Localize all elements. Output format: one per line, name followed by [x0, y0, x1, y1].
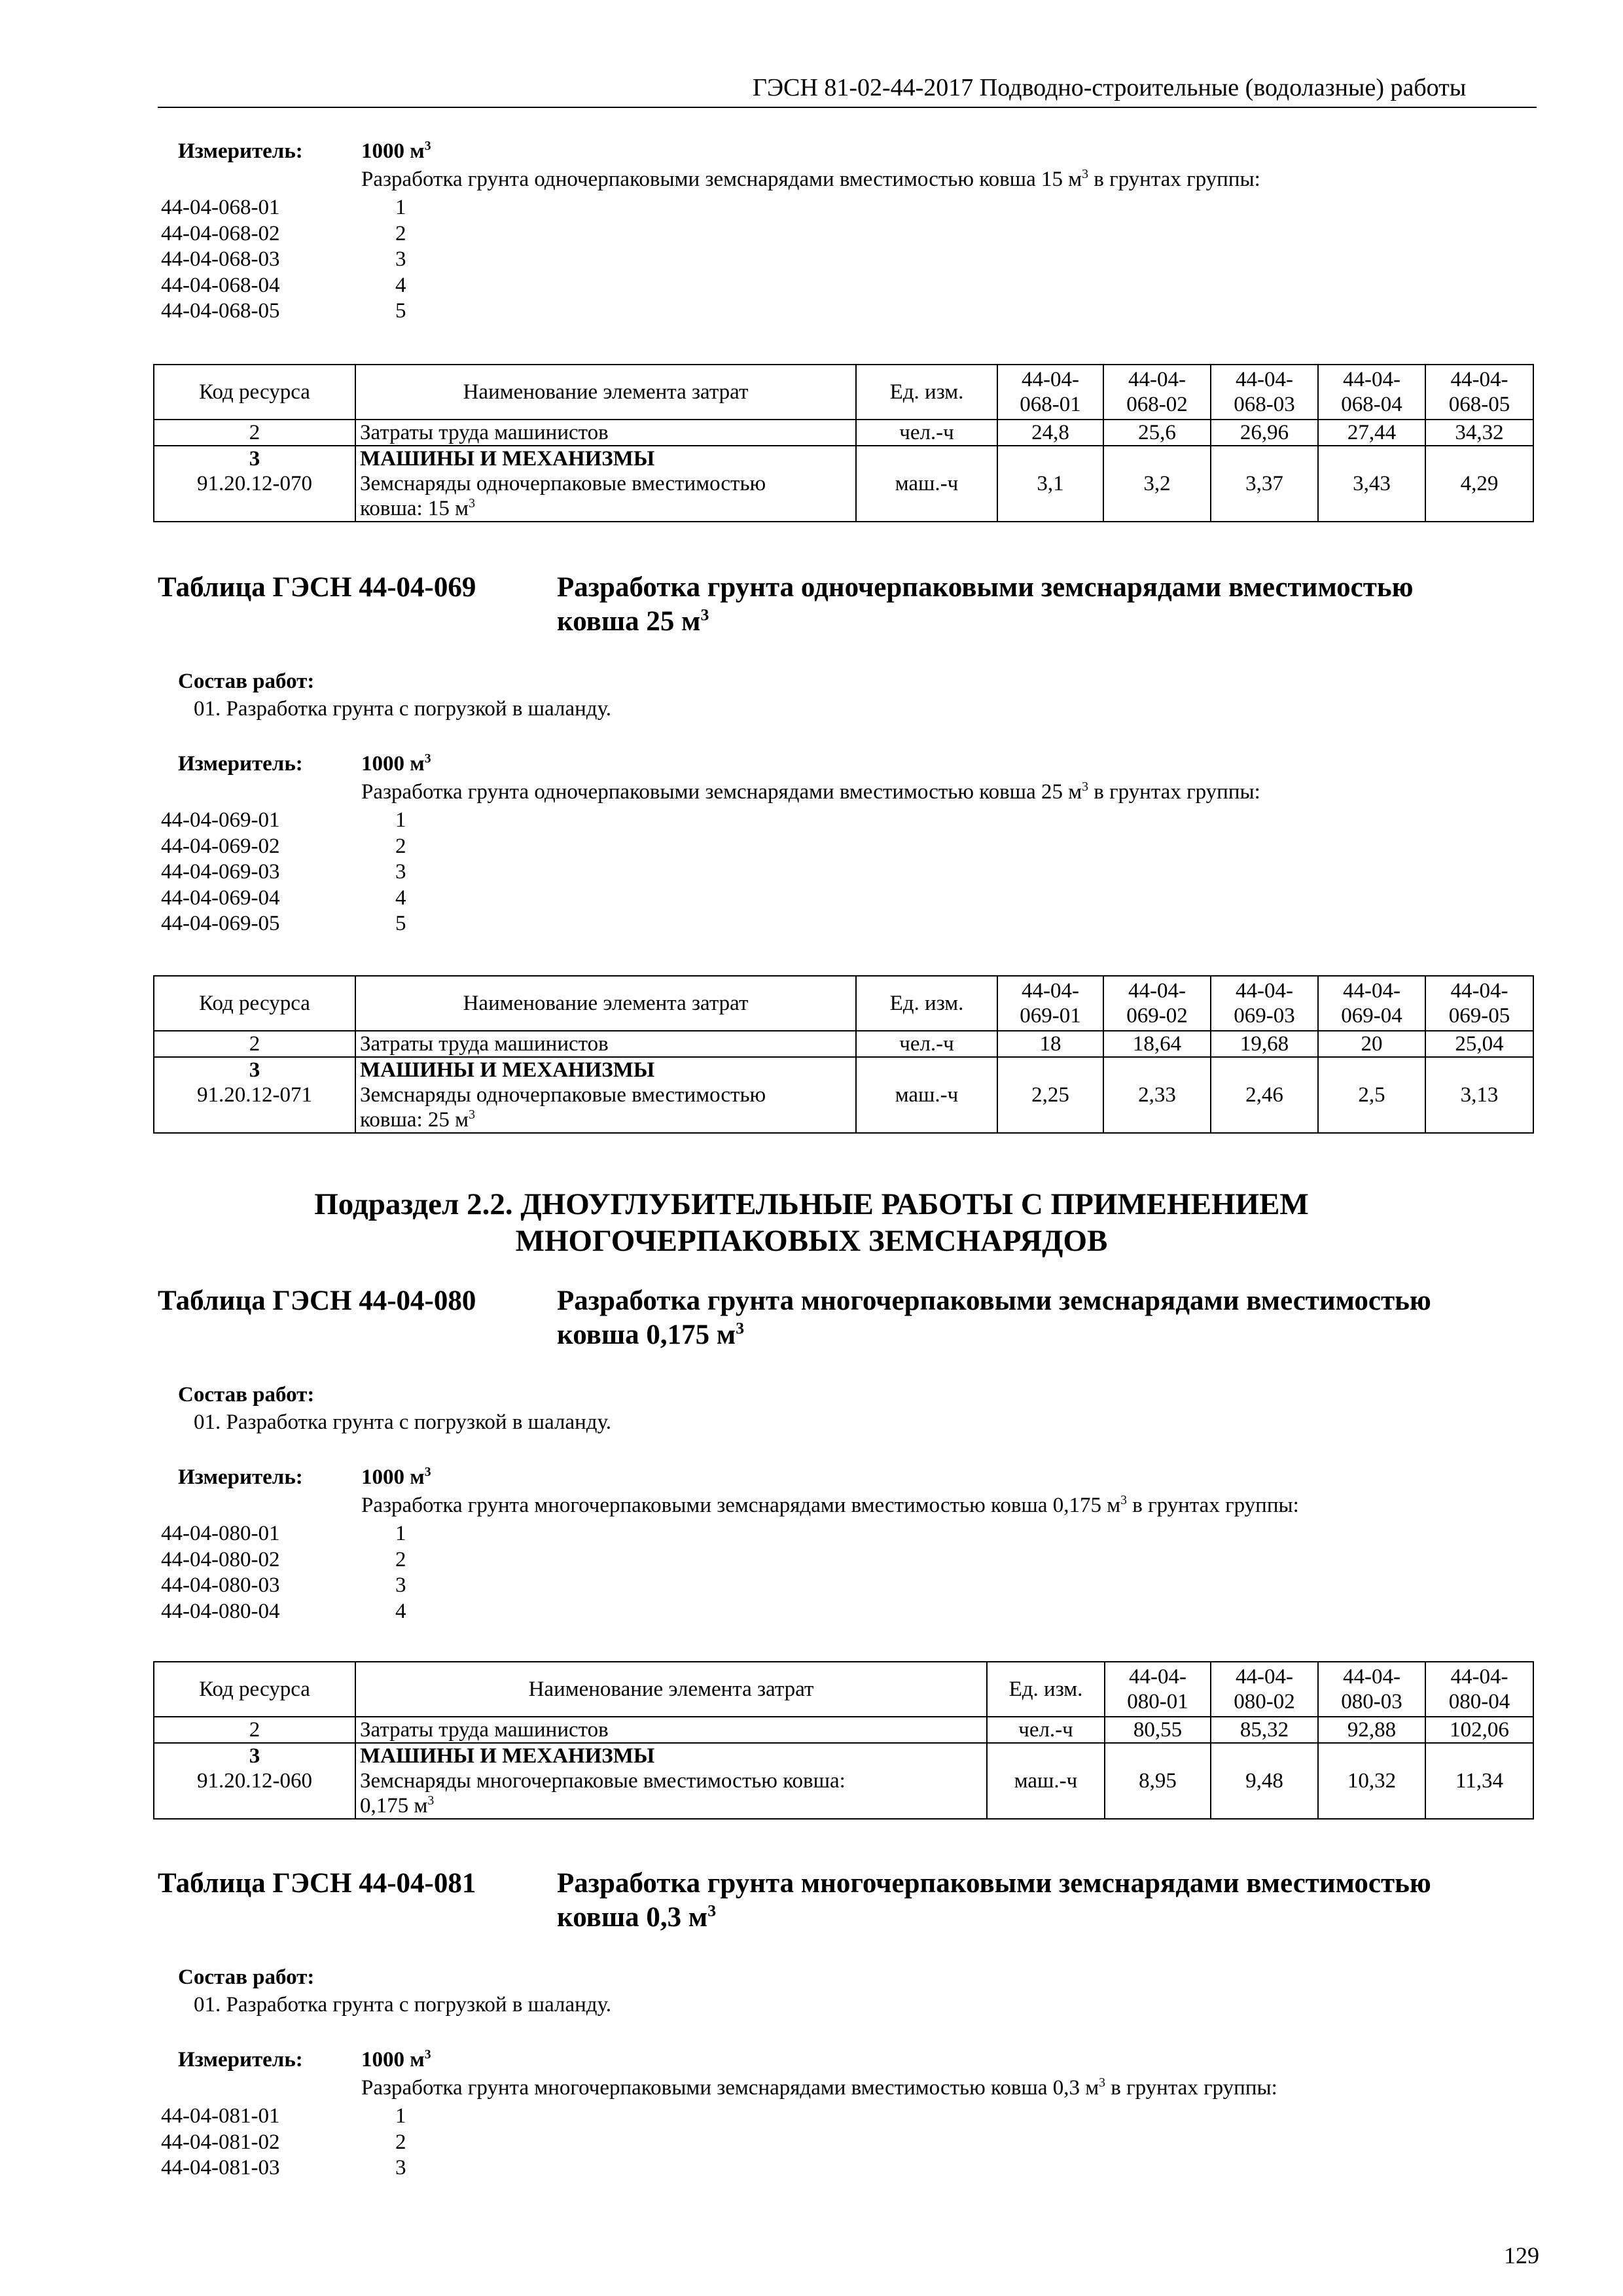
value-cell: 2,25: [997, 1057, 1103, 1133]
value-cell: 9,48: [1211, 1743, 1318, 1819]
labor-unit: чел.-ч: [987, 1717, 1105, 1743]
composition-label: Состав работ:: [178, 1383, 315, 1407]
table-row-machine: [154, 1743, 1533, 1819]
labor-name: Затраты труда машинистов: [355, 1031, 856, 1057]
meter-label: Измеритель:: [178, 1465, 303, 1489]
col-rate-header: 44-04- 069-01: [997, 976, 1103, 1031]
meter-unit: 1000 $м^3$: [361, 1465, 431, 1489]
code-item: 44-04-080-02: [161, 1547, 280, 1571]
col-rate-header: 44-04- 080-02: [1211, 1662, 1318, 1717]
table-title-number: Таблица ГЭСН 44-04-081: [158, 1868, 476, 1899]
table-title-text: Разработка грунта многочерпаковыми земснарядами вместимостью ковша 0,3 $м^3$: [557, 1868, 1431, 1933]
value-cell: 92,88: [1318, 1717, 1425, 1743]
composition-label: Состав работ:: [178, 670, 315, 693]
value-cell: 18: [997, 1031, 1103, 1057]
table-title-text: Разработка грунта одночерпаковыми земснарядами вместимостью ковша 25 $м^3$: [557, 572, 1414, 637]
table-header-row: [154, 365, 1533, 420]
code-item: 44-04-068-02: [161, 221, 280, 245]
meter-label: Измеритель:: [178, 752, 303, 776]
col-rate-header: 44-04- 068-05: [1425, 365, 1533, 420]
page-number: 129: [1504, 2242, 1539, 2269]
group-item: 2: [395, 1547, 406, 1571]
code-list-069: [161, 808, 279, 937]
group-item: 5: [395, 299, 406, 323]
col-rate-header: 44-04- 068-03: [1211, 365, 1318, 420]
composition-label: Состав работ:: [178, 1965, 315, 1989]
value-cell: 80,55: [1105, 1717, 1211, 1743]
value-cell: 3,37: [1211, 446, 1318, 522]
labor-name: Затраты труда машинистов: [355, 1717, 987, 1743]
machine-code-cell: 3 91.20.12-070: [154, 446, 355, 522]
machine-name-cell: МАШИНЫ И МЕХАНИЗМЫ Земснаряды одночерпаковые вместимостью ковша: 15 $м^3$: [355, 446, 856, 522]
code-item: 44-04-069-02: [161, 834, 280, 858]
table-header-row: [154, 1662, 1533, 1717]
col-rate-header: 44-04- 080-04: [1425, 1662, 1533, 1717]
group-item: 1: [395, 1522, 406, 1545]
value-cell: 3,43: [1318, 446, 1425, 522]
meter-unit: 1000 $м^3$: [361, 751, 431, 776]
labor-unit: чел.-ч: [856, 420, 997, 446]
composition-item: 01. Разработка грунта с погрузкой в шаланду.: [194, 1993, 612, 2017]
code-item: 44-04-080-03: [161, 1573, 280, 1598]
value-cell: 18,64: [1103, 1031, 1211, 1057]
value-cell: 10,32: [1318, 1743, 1425, 1819]
col-code-header: Код ресурса: [154, 1662, 355, 1717]
machine-unit: маш.-ч: [856, 446, 997, 522]
code-item: 44-04-080-04: [161, 1599, 280, 1623]
code-item: 44-04-069-03: [161, 860, 280, 884]
table-row-labor: [154, 1031, 1533, 1057]
table-row-labor: [154, 1717, 1533, 1743]
meter-description: Разработка грунта одночерпаковыми земснарядами вместимостью ковша 25 $м^3$ в грунтах группы:: [361, 780, 1260, 804]
value-cell: 2,46: [1211, 1057, 1318, 1133]
col-rate-header: 44-04- 069-03: [1211, 976, 1318, 1031]
table-title-text: Разработка грунта многочерпаковыми земснарядами вместимостью ковша 0,175 $м^3$: [557, 1285, 1431, 1350]
code-item: 44-04-081-02: [161, 2130, 280, 2154]
code-list-081: [161, 2104, 279, 2181]
group-list-081: [395, 2104, 406, 2181]
col-code-header: Код ресурса: [154, 976, 355, 1031]
value-cell: 102,06: [1425, 1717, 1533, 1743]
group-item: 4: [395, 273, 406, 297]
composition-item: 01. Разработка грунта с погрузкой в шаланду.: [194, 1410, 612, 1434]
group-item: 3: [395, 1573, 406, 1598]
machine-name-cell: МАШИНЫ И МЕХАНИЗМЫ Земснаряды многочерпаковые вместимостью ковша: 0,175 $м^3$: [355, 1743, 987, 1819]
machine-unit: маш.-ч: [987, 1743, 1105, 1819]
value-cell: 3,2: [1103, 446, 1211, 522]
cost-table-069: [153, 975, 1534, 1134]
meter-description: Разработка грунта одночерпаковыми земснарядами вместимостью ковша 15 $м^3$ в грунтах группы:: [361, 167, 1260, 191]
col-rate-header: 44-04- 080-03: [1318, 1662, 1425, 1717]
table-title-number: Таблица ГЭСН 44-04-069: [158, 572, 476, 603]
col-unit-header: Ед. изм.: [856, 976, 997, 1031]
col-rate-header: 44-04- 069-05: [1425, 976, 1533, 1031]
value-cell: 20: [1318, 1031, 1425, 1057]
value-cell: 2,5: [1318, 1057, 1425, 1133]
value-cell: 25,04: [1425, 1031, 1533, 1057]
code-item: 44-04-068-05: [161, 299, 280, 323]
value-cell: 27,44: [1318, 420, 1425, 446]
labor-code: 2: [154, 1031, 355, 1057]
code-item: 44-04-080-01: [161, 1522, 280, 1545]
group-list-080: [395, 1521, 406, 1624]
code-item: 44-04-068-03: [161, 247, 280, 272]
col-rate-header: 44-04- 068-04: [1318, 365, 1425, 420]
machine-unit: маш.-ч: [856, 1057, 997, 1133]
meter-description: Разработка грунта многочерпаковыми земснарядами вместимостью ковша 0,3 $м^3$ в грунтах группы:: [361, 2075, 1277, 2100]
meter-label: Измеритель:: [178, 2048, 303, 2072]
group-item: 2: [395, 221, 406, 245]
value-cell: 34,32: [1425, 420, 1533, 446]
col-unit-header: Ед. изм.: [987, 1662, 1105, 1717]
group-item: 1: [395, 196, 406, 219]
col-rate-header: 44-04- 080-01: [1105, 1662, 1211, 1717]
labor-unit: чел.-ч: [856, 1031, 997, 1057]
group-item: 4: [395, 886, 406, 910]
meter-unit: 1000 $м^3$: [361, 2047, 431, 2072]
group-list-069: [395, 808, 406, 937]
col-rate-header: 44-04- 068-02: [1103, 365, 1211, 420]
value-cell: 2,33: [1103, 1057, 1211, 1133]
group-item: 4: [395, 1599, 406, 1623]
value-cell: 85,32: [1211, 1717, 1318, 1743]
table-row-labor: [154, 420, 1533, 446]
col-name-header: Наименование элемента затрат: [355, 365, 856, 420]
value-cell: 19,68: [1211, 1031, 1318, 1057]
machine-code-cell: 3 91.20.12-071: [154, 1057, 355, 1133]
labor-name: Затраты труда машинистов: [355, 420, 856, 446]
code-item: 44-04-081-03: [161, 2156, 280, 2180]
col-name-header: Наименование элемента затрат: [355, 976, 856, 1031]
machine-name-cell: МАШИНЫ И МЕХАНИЗМЫ Земснаряды одночерпаковые вместимостью ковша: 25 $м^3$: [355, 1057, 856, 1133]
col-unit-header: Ед. изм.: [856, 365, 997, 420]
code-item: 44-04-069-01: [161, 808, 280, 832]
col-rate-header: 44-04- 069-04: [1318, 976, 1425, 1031]
value-cell: 3,1: [997, 446, 1103, 522]
group-item: 3: [395, 247, 406, 272]
col-rate-header: 44-04- 069-02: [1103, 976, 1211, 1031]
table-row-machine: [154, 1057, 1533, 1133]
table-row-machine: [154, 446, 1533, 522]
composition-item: 01. Разработка грунта с погрузкой в шаланду.: [194, 697, 612, 721]
value-cell: 26,96: [1211, 420, 1318, 446]
group-item: 2: [395, 2130, 406, 2154]
table-header-row: [154, 976, 1533, 1031]
running-header: ГЭСН 81-02-44-2017 Подводно-строительные (водолазные) работы: [753, 74, 1467, 101]
labor-code: 2: [154, 1717, 355, 1743]
value-cell: 24,8: [997, 420, 1103, 446]
value-cell: 11,34: [1425, 1743, 1533, 1819]
code-item: 44-04-068-04: [161, 273, 280, 297]
labor-code: 2: [154, 420, 355, 446]
value-cell: 4,29: [1425, 446, 1533, 522]
group-item: 2: [395, 834, 406, 858]
table-title-number: Таблица ГЭСН 44-04-080: [158, 1285, 476, 1316]
code-item: 44-04-081-01: [161, 2104, 280, 2128]
group-item: 3: [395, 860, 406, 884]
header-rule: [158, 107, 1537, 108]
group-item: 1: [395, 808, 406, 832]
group-list-068: [395, 195, 406, 325]
value-cell: 8,95: [1105, 1743, 1211, 1819]
value-cell: 3,13: [1425, 1057, 1533, 1133]
code-list-068: [161, 195, 279, 325]
cost-table-068: [153, 364, 1534, 522]
machine-code-cell: 3 91.20.12-060: [154, 1743, 355, 1819]
col-name-header: Наименование элемента затрат: [355, 1662, 987, 1717]
code-item: 44-04-069-05: [161, 912, 280, 936]
meter-label: Измеритель:: [178, 139, 303, 163]
code-item: 44-04-068-01: [161, 196, 280, 219]
col-code-header: Код ресурса: [154, 365, 355, 420]
meter-unit: 1000 $м^3$: [361, 139, 431, 163]
code-list-080: [161, 1521, 279, 1624]
meter-description: Разработка грунта многочерпаковыми земснарядами вместимостью ковша 0,175 $м^3$ в грунтах группы:: [361, 1493, 1299, 1517]
cost-table-080: [153, 1661, 1534, 1820]
group-item: 5: [395, 912, 406, 936]
value-cell: 25,6: [1103, 420, 1211, 446]
group-item: 3: [395, 2156, 406, 2180]
subsection-heading: Подраздел 2.2. ДНОУГЛУБИТЕЛЬНЫЕ РАБОТЫ С ПРИМЕНЕНИЕМ МНОГОЧЕРПАКОВЫХ ЗЕМСНАРЯДОВ: [314, 1187, 1309, 1259]
group-item: 1: [395, 2104, 406, 2128]
col-rate-header: 44-04- 068-01: [997, 365, 1103, 420]
code-item: 44-04-069-04: [161, 886, 280, 910]
